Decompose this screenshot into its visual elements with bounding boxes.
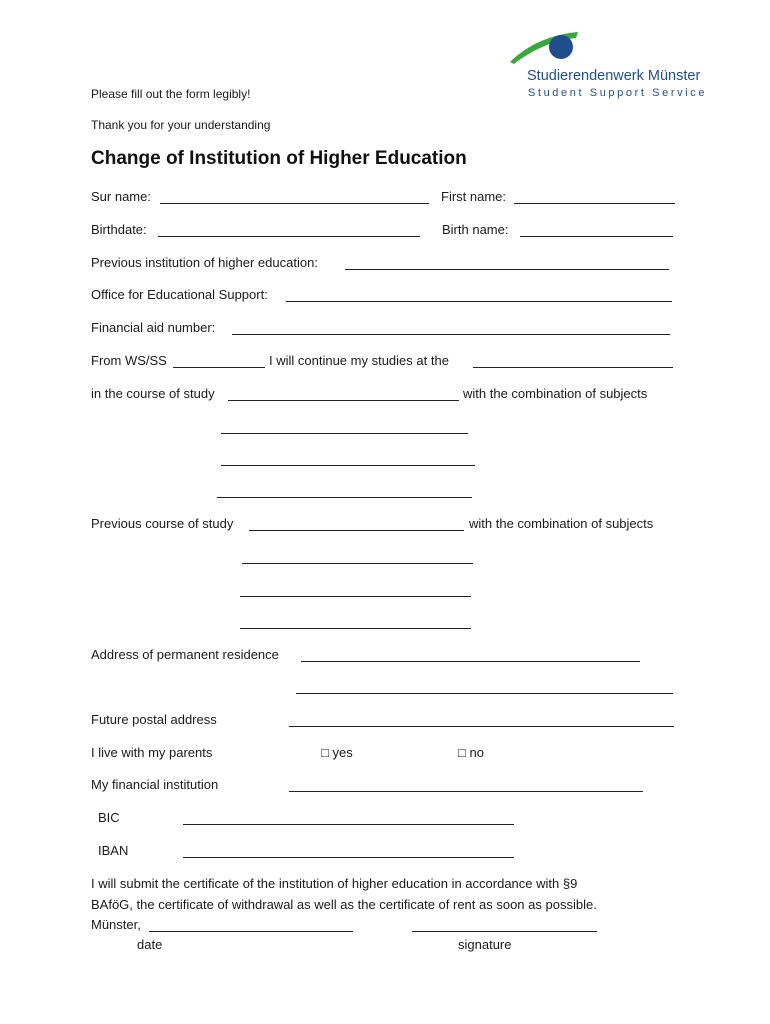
iban-label: IBAN	[98, 843, 129, 858]
permanent-address-field[interactable]	[301, 661, 640, 662]
future-address-field[interactable]	[289, 726, 674, 727]
previous-subject-field-1[interactable]	[242, 563, 473, 564]
birthdate-field[interactable]	[158, 236, 420, 237]
birthname-field[interactable]	[520, 236, 673, 237]
course-of-study-field[interactable]	[228, 400, 459, 401]
course-of-study-label: in the course of study	[91, 386, 215, 401]
firstname-field[interactable]	[514, 203, 675, 204]
previous-course-label: Previous course of study	[91, 516, 234, 531]
logo-tagline: Student Support Service	[528, 87, 708, 99]
financial-institution-field[interactable]	[289, 791, 643, 792]
signature-field[interactable]	[412, 931, 597, 932]
bic-label: BIC	[98, 810, 120, 825]
subject-field-3[interactable]	[217, 497, 472, 498]
birthdate-label: Birthdate:	[91, 222, 147, 237]
from-ws-ss-label: From WS/SS	[91, 353, 167, 368]
logo-swoosh-icon	[508, 30, 580, 66]
instruction-text: Please fill out the form legibly!	[91, 87, 251, 101]
financial-aid-label: Financial aid number:	[91, 320, 216, 335]
date-label: date	[137, 937, 163, 952]
subject-field-2[interactable]	[221, 465, 475, 466]
combination-label: with the combination of subjects	[463, 386, 648, 401]
continue-studies-field[interactable]	[473, 367, 673, 368]
no-checkbox[interactable]: □ no	[458, 745, 484, 760]
permanent-address-label: Address of permanent residence	[91, 647, 279, 662]
previous-course-field[interactable]	[249, 530, 464, 531]
subject-field-1[interactable]	[221, 433, 468, 434]
office-label: Office for Educational Support:	[91, 287, 268, 302]
future-address-label: Future postal address	[91, 712, 217, 727]
surname-field[interactable]	[160, 203, 429, 204]
statement-line-1: I will submit the certificate of the institution of higher education in accordance with §9	[91, 876, 578, 891]
live-with-parents-label: I live with my parents	[91, 745, 213, 760]
thanks-text: Thank you for your understanding	[91, 118, 271, 132]
permanent-address-field-2[interactable]	[296, 693, 673, 694]
financial-institution-label: My financial institution	[91, 777, 219, 792]
place-label: Münster,	[91, 917, 141, 932]
office-field[interactable]	[286, 301, 672, 302]
date-field[interactable]	[149, 931, 353, 932]
financial-aid-field[interactable]	[232, 334, 670, 335]
previous-subject-field-2[interactable]	[240, 596, 471, 597]
bic-field[interactable]	[183, 824, 514, 825]
firstname-label: First name:	[441, 189, 507, 204]
previous-institution-label: Previous institution of higher education:	[91, 255, 318, 270]
continue-studies-label: I will continue my studies at the	[269, 353, 449, 368]
logo-name: Studierendenwerk Münster	[527, 68, 701, 84]
birthname-label: Birth name:	[442, 222, 509, 237]
page-title: Change of Institution of Higher Education	[91, 148, 467, 169]
yes-checkbox[interactable]: □ yes	[321, 745, 353, 760]
previous-institution-field[interactable]	[345, 269, 669, 270]
combination2-label: with the combination of subjects	[469, 516, 654, 531]
signature-label: signature	[458, 937, 512, 952]
previous-subject-field-3[interactable]	[240, 628, 471, 629]
from-ws-ss-field[interactable]	[173, 367, 265, 368]
surname-label: Sur name:	[91, 189, 151, 204]
statement-line-2: BAföG, the certificate of withdrawal as well as the certificate of rent as soon as possible.	[91, 897, 597, 912]
iban-field[interactable]	[183, 857, 514, 858]
